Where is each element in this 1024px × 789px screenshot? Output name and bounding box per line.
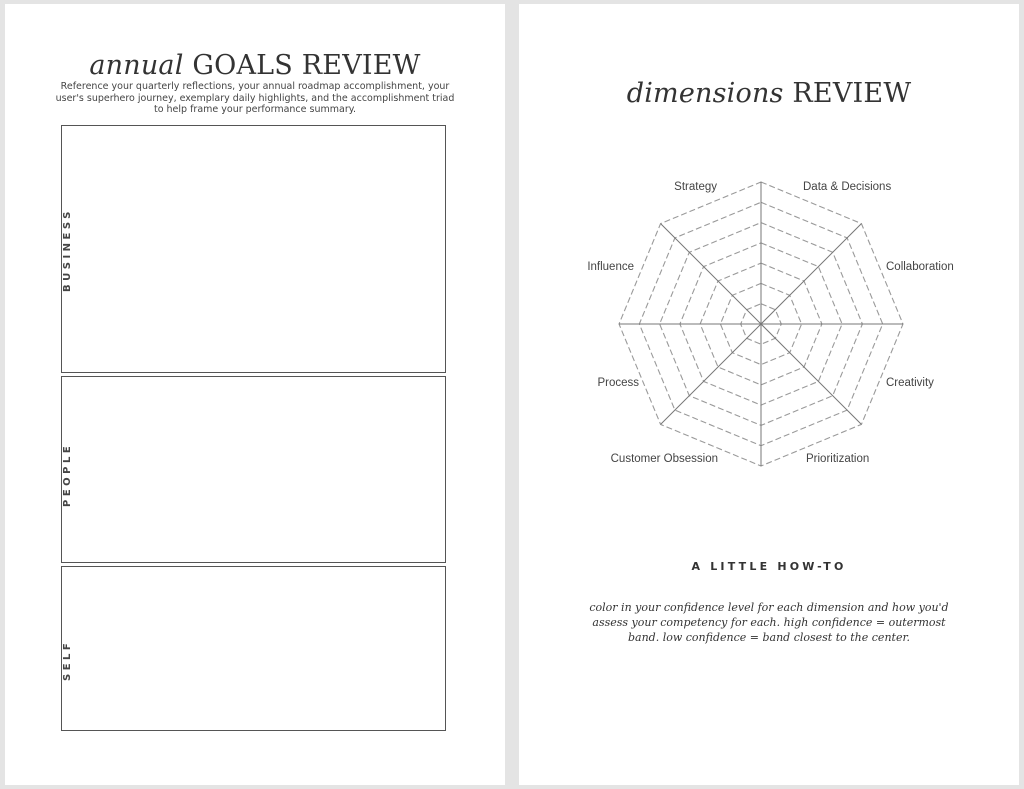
annual-goals-review-page: [5, 4, 505, 785]
radar-labels: [587, 181, 953, 465]
title-italic-part: dimensions: [626, 78, 784, 109]
dimension-label-strategy: Strategy: [674, 181, 717, 193]
self-section-box[interactable]: [61, 566, 446, 731]
dimensions-review-page: [519, 4, 1019, 785]
title-italic-part: annual: [89, 50, 184, 81]
radar-spoke: [761, 324, 861, 424]
radar-spoke: [661, 324, 761, 424]
business-section-label: BUSINESS: [62, 208, 73, 292]
page-title: [5, 50, 505, 81]
radar-spoke: [761, 224, 861, 324]
howto-instructions: color in your confidence level for each dimension and how you'd assess your competency for each. high confidence = outermost band. low confidence = band closest to the center.: [589, 601, 949, 644]
title-main-part: REVIEW: [792, 78, 912, 109]
dimension-label-creativity: Creativity: [886, 377, 934, 389]
self-section-label: SELF: [62, 639, 73, 681]
radar-axes: [619, 182, 903, 466]
business-section-box[interactable]: [61, 125, 446, 373]
dimension-label-data-decisions: Data & Decisions: [803, 181, 892, 193]
people-section-label: PEOPLE: [62, 442, 73, 508]
dimension-label-influence: Influence: [587, 261, 634, 273]
title-main-part: GOALS REVIEW: [192, 50, 421, 81]
dimension-label-process: Process: [597, 377, 639, 389]
people-section-box[interactable]: [61, 376, 446, 563]
dimension-label-collaboration: Collaboration: [886, 261, 954, 273]
dimension-label-customer-obsession: Customer Obsession: [610, 453, 718, 465]
radar-spoke: [661, 224, 761, 324]
dimensions-radar-chart: [519, 4, 1019, 504]
instructions-text: Reference your quarterly reflections, your annual roadmap accomplishment, your user's superhero journey, exemplary daily highlights, and the accomplishment triad to help frame your performance summary.: [55, 81, 455, 115]
dimension-label-prioritization: Prioritization: [806, 453, 870, 465]
howto-heading: A LITTLE HOW-TO: [691, 560, 847, 573]
